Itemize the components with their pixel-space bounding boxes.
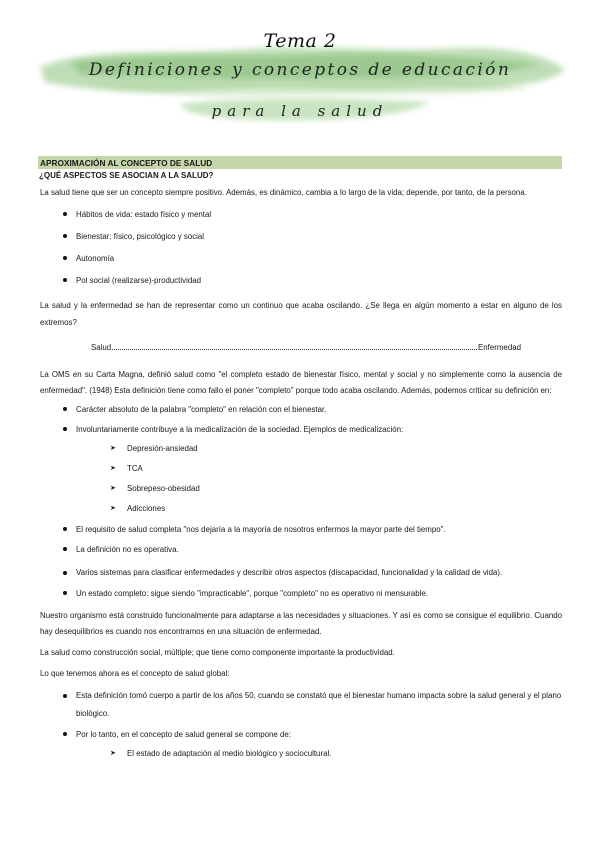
medicalization-list — [76, 444, 562, 514]
document-body — [38, 156, 562, 770]
continuum-line — [112, 343, 477, 350]
list-item-text: Por lo tanto, en el concepto de salud general se compone de: — [76, 730, 291, 739]
list-item: Hábitos de vida: estado físico y mental — [38, 209, 562, 220]
list-item-text: Involuntariamente contribuye a la medicalización de la sociedad. Ejemplos de medicalización: — [76, 425, 404, 434]
critiques-list — [38, 404, 562, 599]
title-banner — [30, 12, 570, 130]
paragraph-organism: Nuestro organismo está construido funcionalmente para adaptarse a las necesidades y situaciones. Y así es como se consigue el equilibrio. Cuando hay desequilibrios es cuando nos encontramos en una situación de enfermedad. — [40, 611, 562, 636]
continuum-right-label: Enfermedad — [478, 343, 521, 352]
global-health-list — [38, 687, 562, 759]
continuum-left-label: Salud — [91, 343, 112, 352]
section-heading: APROXIMACIÓN AL CONCEPTO DE SALUD — [38, 156, 562, 169]
aspects-list — [38, 209, 562, 286]
sub-list-item: ➤ Sobrepeso-obesidad — [76, 484, 562, 494]
health-continuum — [91, 343, 521, 353]
paragraph-intro: La salud tiene que ser un concepto siempre positivo. Además, es dinámico, cambia a lo largo de la vida; depende, por tanto, de la persona. — [40, 188, 527, 197]
list-item: Carácter absoluto de la palabra "completo" en relación con el bienestar. — [38, 404, 562, 415]
list-item: Pol social (realizarse)-productividad — [38, 275, 562, 286]
list-item: Varios sistemas para clasificar enfermedades y describir otros aspectos (discapacidad, funcionalidad y la calidad de vida). — [38, 564, 562, 582]
sub-list-item: ➤ TCA — [76, 464, 562, 474]
list-item: Un estado completo: sigue siendo "impracticable", porque "completo" no es operativo ni mensurable. — [38, 588, 562, 599]
list-item: Bienestar: físico, psicológico y social — [38, 231, 562, 242]
list-item: Autonomía — [38, 253, 562, 264]
sub-list-item: ➤ Adicciones — [76, 504, 562, 514]
page-subtitle: para la salud — [211, 102, 389, 120]
list-item: El requisito de salud completa "nos dejaría a la mayoría de nosotros enfermos la mayor parte del tiempo". — [38, 524, 562, 535]
paragraph-oms: La OMS en su Carta Magna, definió salud como "el completo estado de bienestar físico, mental y social y no simplemente como la ausencia de enfermedad". (1948) Esta definición tiene como fallo el poner "completo" porque todo acaba oscilando. Además, podemos criticar su definición en: — [40, 370, 562, 395]
sub-list-item: ➤ Depresión-ansiedad — [76, 444, 562, 454]
paragraph-social: La salud como construcción social, múltiple; que tiene como componente importante la productividad. — [40, 648, 395, 657]
sub-list-item: ➤ El estado de adaptación al medio biológico y sociocultural. — [76, 749, 562, 759]
list-item — [38, 424, 562, 514]
page-title: Definiciones y conceptos de educación — [88, 60, 512, 80]
paragraph-continuum: La salud y la enfermedad se han de representar como un continuo que acaba oscilando. ¿Se llega en algún momento a estar en alguno de los extremos? — [40, 301, 562, 327]
list-item — [38, 729, 562, 759]
list-item: La definición no es operativa. — [38, 544, 562, 555]
topic-number: Tema 2 — [263, 30, 337, 52]
list-item: Esta definición tomó cuerpo a partir de los años 50, cuando se constató que el bienestar humano impacta sobre la salud general y el plano biológico. — [38, 687, 562, 723]
paragraph-global-intro: Lo que tenemos ahora es el concepto de salud global: — [40, 669, 230, 678]
global-sub-list — [76, 749, 562, 759]
subsection-heading: ¿QUÉ ASPECTOS SE ASOCIAN A LA SALUD? — [39, 171, 214, 180]
